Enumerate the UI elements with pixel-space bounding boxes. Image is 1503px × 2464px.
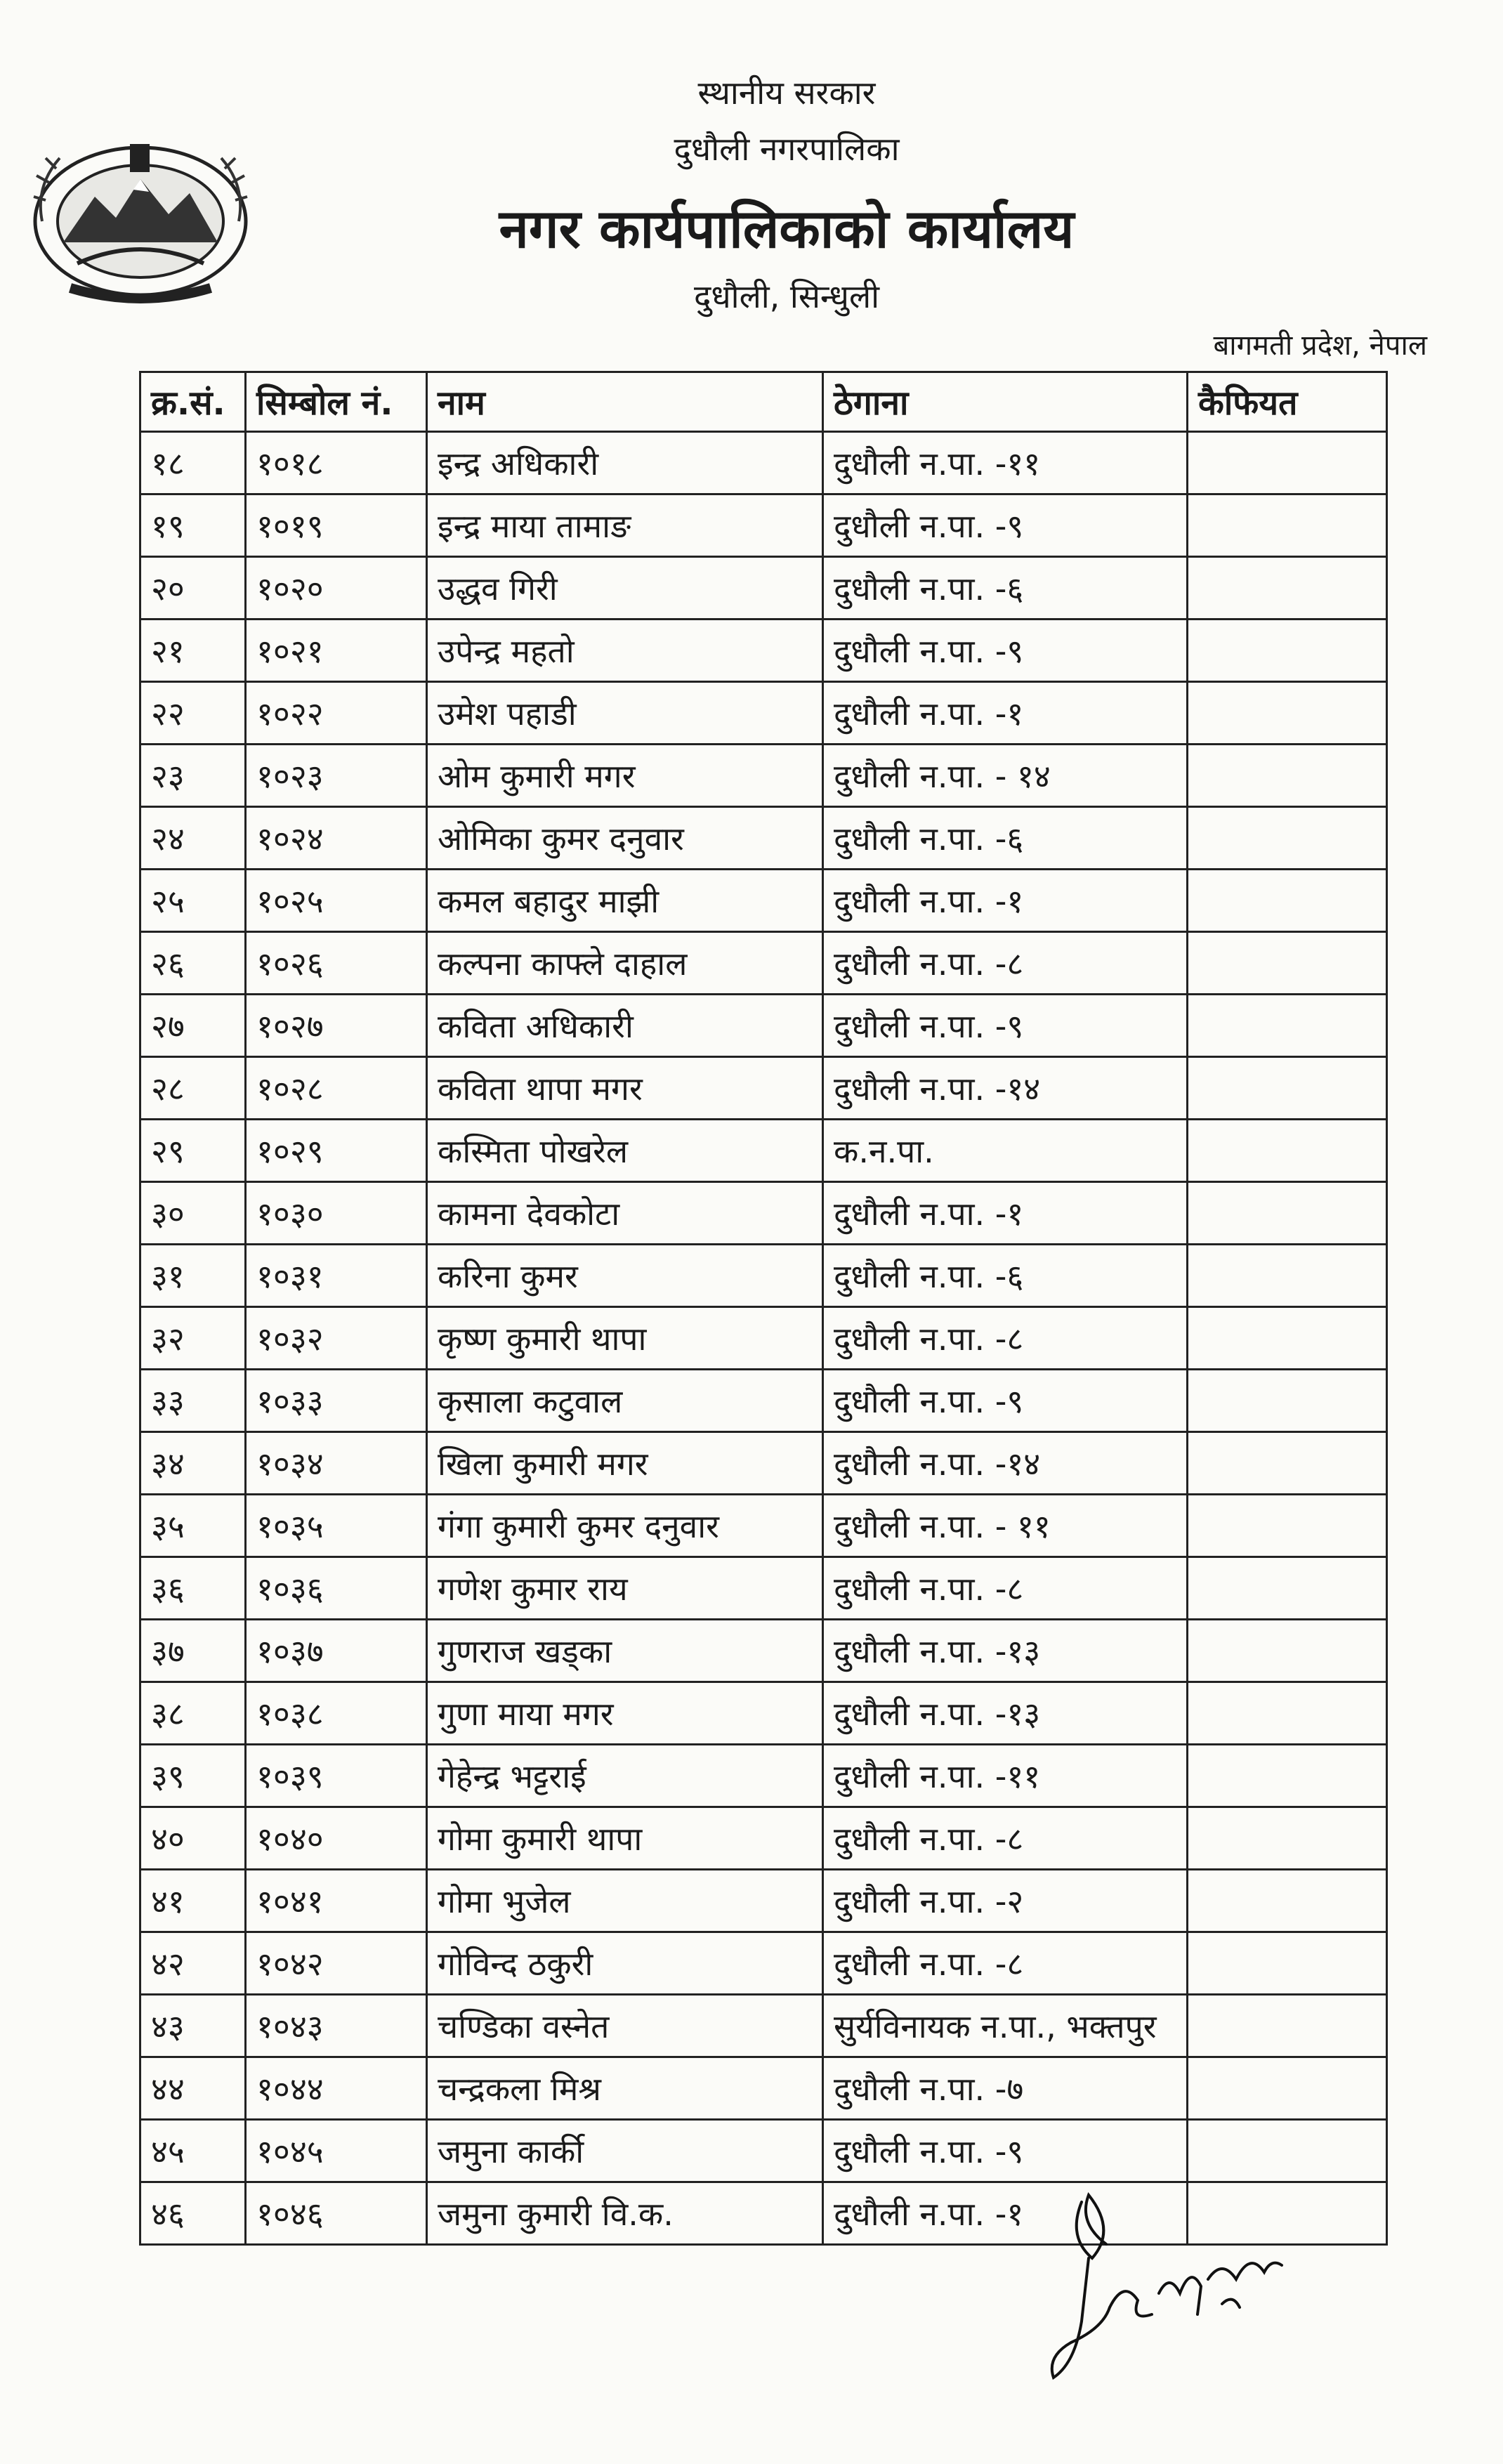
cell-name: कल्पना काफ्ले दाहाल — [427, 932, 823, 995]
cell-symbol-no: १०२८ — [246, 1057, 427, 1120]
cell-name: उद्धव गिरी — [427, 557, 823, 620]
col-header-name: नाम — [427, 372, 823, 432]
cell-address: सुर्यविनायक न.पा., भक्तपुर — [823, 1995, 1188, 2057]
cell-name: चन्द्रकला मिश्र — [427, 2057, 823, 2120]
table-row — [140, 2120, 1387, 2182]
cell-symbol-no: १०४६ — [246, 2182, 427, 2245]
cell-symbol-no: १०४१ — [246, 1870, 427, 1932]
table-row — [140, 1620, 1387, 1682]
header-location: दुधौली, सिन्धुली — [693, 277, 880, 315]
cell-remarks — [1188, 1057, 1387, 1120]
cell-address: दुधौली न.पा. -६ — [823, 557, 1188, 620]
header-province: बागमती प्रदेश, नेपाल — [1213, 329, 1427, 362]
cell-serial: ४० — [140, 1807, 246, 1870]
col-header-address: ठेगाना — [823, 372, 1188, 432]
table-header-row — [140, 372, 1387, 432]
cell-serial: २८ — [140, 1057, 246, 1120]
cell-serial: २० — [140, 557, 246, 620]
cell-symbol-no: १०२२ — [246, 682, 427, 745]
cell-serial: २७ — [140, 995, 246, 1057]
cell-serial: २४ — [140, 807, 246, 870]
cell-address: दुधौली न.पा. -६ — [823, 807, 1188, 870]
cell-serial: २६ — [140, 932, 246, 995]
table-row — [140, 494, 1387, 557]
cell-remarks — [1188, 1245, 1387, 1307]
table-row — [140, 1870, 1387, 1932]
cell-remarks — [1188, 1120, 1387, 1182]
cell-address: दुधौली न.पा. -८ — [823, 1557, 1188, 1620]
cell-address: दुधौली न.पा. -१३ — [823, 1682, 1188, 1745]
cell-address: दुधौली न.पा. -८ — [823, 932, 1188, 995]
cell-symbol-no: १०३४ — [246, 1432, 427, 1495]
cell-address: दुधौली न.पा. -११ — [823, 1745, 1188, 1807]
cell-name: कविता थापा मगर — [427, 1057, 823, 1120]
table-row — [140, 2057, 1387, 2120]
cell-symbol-no: १०२३ — [246, 745, 427, 807]
cell-remarks — [1188, 1807, 1387, 1870]
table-row — [140, 1057, 1387, 1120]
cell-symbol-no: १०२७ — [246, 995, 427, 1057]
cell-address: दुधौली न.पा. -२ — [823, 1870, 1188, 1932]
cell-address: दुधौली न.पा. -६ — [823, 1245, 1188, 1307]
register-table — [139, 371, 1388, 2246]
table-row — [140, 932, 1387, 995]
cell-serial: २९ — [140, 1120, 246, 1182]
cell-address: दुधौली न.पा. -१ — [823, 870, 1188, 932]
cell-remarks — [1188, 1682, 1387, 1745]
cell-address: दुधौली न.पा. -९ — [823, 620, 1188, 682]
cell-name: इन्द्र माया तामाङ — [427, 494, 823, 557]
cell-address: दुधौली न.पा. -९ — [823, 2120, 1188, 2182]
table-row — [140, 745, 1387, 807]
cell-remarks — [1188, 1182, 1387, 1245]
cell-address: दुधौली न.पा. -९ — [823, 995, 1188, 1057]
table-row — [140, 1495, 1387, 1557]
handwritten-signature-icon — [1039, 2181, 1292, 2392]
cell-remarks — [1188, 682, 1387, 745]
cell-serial: २२ — [140, 682, 246, 745]
cell-address: दुधौली न.पा. -८ — [823, 1807, 1188, 1870]
cell-name: गोमा कुमारी थापा — [427, 1807, 823, 1870]
cell-address: दुधौली न.पा. -१ — [823, 1182, 1188, 1245]
cell-name: गंगा कुमारी कुमर दनुवार — [427, 1495, 823, 1557]
cell-address: दुधौली न.पा. -८ — [823, 1932, 1188, 1995]
table-row — [140, 870, 1387, 932]
cell-serial: ३४ — [140, 1432, 246, 1495]
cell-address: दुधौली न.पा. -१ — [823, 2182, 1188, 2245]
cell-name: कमल बहादुर माझी — [427, 870, 823, 932]
cell-symbol-no: १०३९ — [246, 1745, 427, 1807]
cell-name: कविता अधिकारी — [427, 995, 823, 1057]
cell-name: गोमा भुजेल — [427, 1870, 823, 1932]
cell-remarks — [1188, 620, 1387, 682]
table-row — [140, 620, 1387, 682]
cell-remarks — [1188, 1557, 1387, 1620]
cell-name: खिला कुमारी मगर — [427, 1432, 823, 1495]
cell-name: गोविन्द ठकुरी — [427, 1932, 823, 1995]
table-row — [140, 682, 1387, 745]
cell-symbol-no: १०२० — [246, 557, 427, 620]
table-row — [140, 1557, 1387, 1620]
cell-address: दुधौली न.पा. - १४ — [823, 745, 1188, 807]
cell-name: कृष्ण कुमारी थापा — [427, 1307, 823, 1370]
cell-address: दुधौली न.पा. -१४ — [823, 1057, 1188, 1120]
cell-remarks — [1188, 1307, 1387, 1370]
cell-serial: ३८ — [140, 1682, 246, 1745]
cell-name: कस्मिता पोखरेल — [427, 1120, 823, 1182]
cell-remarks — [1188, 557, 1387, 620]
col-header-serial: क्र.सं. — [140, 372, 246, 432]
col-header-symbol-no: सिम्बोल नं. — [246, 372, 427, 432]
col-header-remarks: कैफियत — [1188, 372, 1387, 432]
cell-serial: ४१ — [140, 1870, 246, 1932]
cell-serial: ४२ — [140, 1932, 246, 1995]
cell-name: कामना देवकोटा — [427, 1182, 823, 1245]
cell-remarks — [1188, 2120, 1387, 2182]
cell-serial: ३३ — [140, 1370, 246, 1432]
cell-remarks — [1188, 1995, 1387, 2057]
cell-remarks — [1188, 1432, 1387, 1495]
cell-serial: २५ — [140, 870, 246, 932]
cell-address: क.न.पा. — [823, 1120, 1188, 1182]
cell-serial: ४४ — [140, 2057, 246, 2120]
cell-serial: ३५ — [140, 1495, 246, 1557]
table-row — [140, 995, 1387, 1057]
cell-serial: ३६ — [140, 1557, 246, 1620]
cell-serial: १८ — [140, 432, 246, 494]
cell-serial: २३ — [140, 745, 246, 807]
cell-address: दुधौली न.पा. -१४ — [823, 1432, 1188, 1495]
cell-remarks — [1188, 745, 1387, 807]
table-row — [140, 1182, 1387, 1245]
cell-remarks — [1188, 494, 1387, 557]
cell-symbol-no: १०४४ — [246, 2057, 427, 2120]
cell-symbol-no: १०२४ — [246, 807, 427, 870]
cell-name: करिना कुमर — [427, 1245, 823, 1307]
cell-name: उमेश पहाडी — [427, 682, 823, 745]
header-local-government: स्थानीय सरकार — [697, 74, 876, 112]
cell-name: इन्द्र अधिकारी — [427, 432, 823, 494]
cell-remarks — [1188, 870, 1387, 932]
table-row — [140, 1745, 1387, 1807]
cell-address: दुधौली न.पा. -११ — [823, 432, 1188, 494]
cell-symbol-no: १०१८ — [246, 432, 427, 494]
cell-name: ओम कुमारी मगर — [427, 745, 823, 807]
cell-symbol-no: १०४२ — [246, 1932, 427, 1995]
page-title: नगर कार्यपालिकाको कार्यालय — [499, 197, 1075, 260]
cell-symbol-no: १०३५ — [246, 1495, 427, 1557]
cell-symbol-no: १०३७ — [246, 1620, 427, 1682]
cell-address: दुधौली न.पा. -८ — [823, 1307, 1188, 1370]
cell-address: दुधौली न.पा. - ११ — [823, 1495, 1188, 1557]
cell-serial: ३१ — [140, 1245, 246, 1307]
cell-name: गेहेन्द्र भट्टराई — [427, 1745, 823, 1807]
cell-symbol-no: १०३६ — [246, 1557, 427, 1620]
cell-remarks — [1188, 1870, 1387, 1932]
table-row — [140, 1307, 1387, 1370]
cell-address: दुधौली न.पा. -१ — [823, 682, 1188, 745]
cell-symbol-no: १०३० — [246, 1182, 427, 1245]
cell-symbol-no: १०३८ — [246, 1682, 427, 1745]
table-row — [140, 557, 1387, 620]
cell-name: गुणा माया मगर — [427, 1682, 823, 1745]
cell-address: दुधौली न.पा. -७ — [823, 2057, 1188, 2120]
cell-address: दुधौली न.पा. -९ — [823, 494, 1188, 557]
cell-name: उपेन्द्र महतो — [427, 620, 823, 682]
cell-name: गणेश कुमार राय — [427, 1557, 823, 1620]
cell-symbol-no: १०३२ — [246, 1307, 427, 1370]
table-row — [140, 1682, 1387, 1745]
cell-remarks — [1188, 1495, 1387, 1557]
cell-remarks — [1188, 1932, 1387, 1995]
cell-remarks — [1188, 807, 1387, 870]
cell-serial: १९ — [140, 494, 246, 557]
table-row — [140, 1995, 1387, 2057]
cell-name: चण्डिका वस्नेत — [427, 1995, 823, 2057]
cell-name: जमुना कुमारी वि.क. — [427, 2182, 823, 2245]
cell-remarks — [1188, 1370, 1387, 1432]
table-row — [140, 1432, 1387, 1495]
cell-serial: २१ — [140, 620, 246, 682]
cell-symbol-no: १०४५ — [246, 2120, 427, 2182]
cell-symbol-no: १०१९ — [246, 494, 427, 557]
cell-address: दुधौली न.पा. -१३ — [823, 1620, 1188, 1682]
header-municipality: दुधौली नगरपालिका — [674, 130, 900, 168]
table-row — [140, 432, 1387, 494]
cell-remarks — [1188, 432, 1387, 494]
cell-symbol-no: १०२९ — [246, 1120, 427, 1182]
cell-serial: ३० — [140, 1182, 246, 1245]
cell-serial: ३९ — [140, 1745, 246, 1807]
cell-remarks — [1188, 1620, 1387, 1682]
table-body — [140, 432, 1387, 2245]
cell-symbol-no: १०३३ — [246, 1370, 427, 1432]
cell-remarks — [1188, 1745, 1387, 1807]
cell-symbol-no: १०२१ — [246, 620, 427, 682]
cell-address: दुधौली न.पा. -९ — [823, 1370, 1188, 1432]
cell-name: कृसाला कटुवाल — [427, 1370, 823, 1432]
cell-remarks — [1188, 2057, 1387, 2120]
cell-serial: ४५ — [140, 2120, 246, 2182]
cell-symbol-no: १०४० — [246, 1807, 427, 1870]
cell-symbol-no: १०४३ — [246, 1995, 427, 2057]
table-row — [140, 1120, 1387, 1182]
table-row — [140, 1370, 1387, 1432]
cell-symbol-no: १०२५ — [246, 870, 427, 932]
cell-serial: ४३ — [140, 1995, 246, 2057]
cell-name: जमुना कार्की — [427, 2120, 823, 2182]
cell-name: गुणराज खड्का — [427, 1620, 823, 1682]
cell-name: ओमिका कुमर दनुवार — [427, 807, 823, 870]
table-row — [140, 1245, 1387, 1307]
cell-symbol-no: १०३१ — [246, 1245, 427, 1307]
table-row — [140, 807, 1387, 870]
cell-remarks — [1188, 932, 1387, 995]
table-row — [140, 1932, 1387, 1995]
cell-serial: ३२ — [140, 1307, 246, 1370]
cell-remarks — [1188, 995, 1387, 1057]
cell-symbol-no: १०२६ — [246, 932, 427, 995]
cell-serial: ४६ — [140, 2182, 246, 2245]
table-row — [140, 1807, 1387, 1870]
cell-serial: ३७ — [140, 1620, 246, 1682]
